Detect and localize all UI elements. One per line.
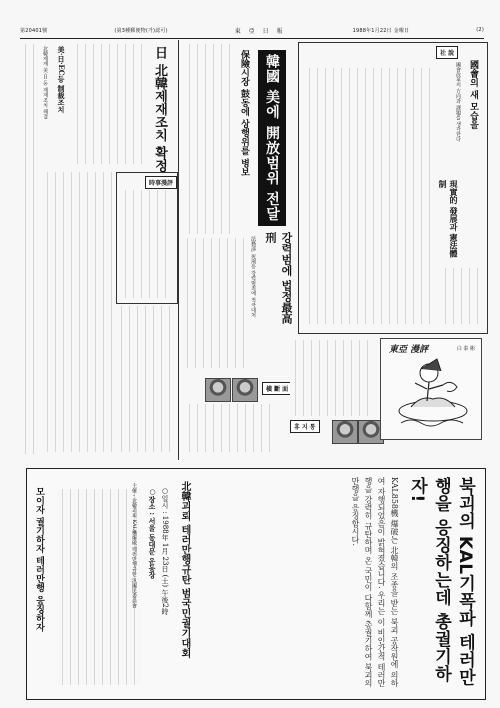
left-subhead: 美‧日‧EC등 制裁조치: [57, 46, 66, 113]
second-subhead: 法務部, 死刑등 강력범죄에 적극대처: [250, 236, 256, 318]
rally-date: ○일시 : 1988年 1月 23日 (土) 午後2時: [161, 487, 169, 615]
second-story-body: [182, 238, 246, 368]
column-body: [184, 404, 270, 452]
rally-advertisement: [26, 468, 486, 700]
rally-slogan: 모이자 궐기하자 테러만행 응징하자: [34, 487, 44, 632]
editorial-body: [304, 68, 432, 324]
lower-mid-body: [116, 306, 176, 452]
ad-body-line: KAL858機 爆破는 北韓의 조종을 받는 북괴 공작원에 의하여 자행되었음이 밝혀졌습니다.: [377, 477, 399, 687]
portrait-photo: [205, 378, 231, 402]
organizer-label: 主催 : 北韓괴뢰 KAL機爆破 테러만행규탄 汎國民委員會: [131, 483, 137, 609]
rally-title: 北韓괴뢰 테러만행규탄 범국민궐기대회: [179, 481, 190, 658]
editorial-tag: 社 說: [436, 46, 458, 59]
ad-body-line: 우리는 이 비인간적 테러만행을 강력히 규탄하며: [364, 477, 386, 687]
issue-date: 1988年1月22日: [352, 27, 392, 34]
cartoon-artist: 白 泰 彬: [456, 346, 475, 352]
column-tag: 橫 斷 面: [262, 382, 292, 395]
page-number: (2): [476, 27, 484, 33]
commentary-body: [120, 190, 172, 298]
main-story-body: [184, 44, 234, 234]
left-subhead-2: 北韓제재 美‧日 등 제재조치 해결: [42, 46, 48, 119]
left-column-body: [20, 44, 38, 454]
second-headline: 강력범에 법정最高刑: [264, 232, 293, 324]
portrait-photo: [232, 378, 258, 402]
page-header: [20, 22, 484, 39]
left-headline: 日 北韓제재조치 확정: [152, 46, 167, 173]
editorial-body-right: [440, 268, 482, 324]
masthead: 東 亞 日 報: [234, 27, 286, 35]
main-subhead: 保險시장 鼓동에 상행위를 병보: [239, 50, 249, 177]
ad-body-line: 온 국민이 다함께 총궐기하여 북괴의 만행을 응징합시다.: [351, 477, 373, 687]
cartoon-drawing: [381, 339, 481, 439]
left-story-body: [72, 44, 142, 164]
cartoon-title: 東亞 漫評: [389, 345, 429, 355]
column-rule: [178, 40, 179, 460]
commentary-tag: 時事漫評: [145, 176, 177, 189]
main-headline: 韓國 美에 開放범위 전달: [258, 50, 286, 226]
column-tag: 휴 지 통: [290, 420, 320, 433]
issue-number: 第20401號: [20, 27, 48, 34]
editorial-headline-1: 國會의 새 모습을: [468, 60, 478, 130]
column-body: [290, 340, 374, 416]
ad-body-text: [205, 477, 401, 691]
editorial-cartoon: [380, 338, 482, 440]
editorial-subhead: 國會改革의 方向과 課題를 생각한다: [455, 62, 461, 142]
rally-place: ○장소 : 서울 동대문 운동장: [148, 487, 157, 579]
editorial-headline-2: 現實的 發展과 憲法體制: [438, 180, 459, 258]
organizer-list: [57, 489, 141, 685]
portrait-photo: [332, 420, 358, 444]
ad-headline: 북괴의 KAL기폭파 테러만행을 응징하는데 총궐기하자!: [407, 477, 475, 686]
mail-permit: (第3種郵便物(가)認可): [114, 27, 168, 34]
lower-left-body: [42, 172, 112, 452]
issue-weekday: 金曜日: [393, 27, 410, 34]
